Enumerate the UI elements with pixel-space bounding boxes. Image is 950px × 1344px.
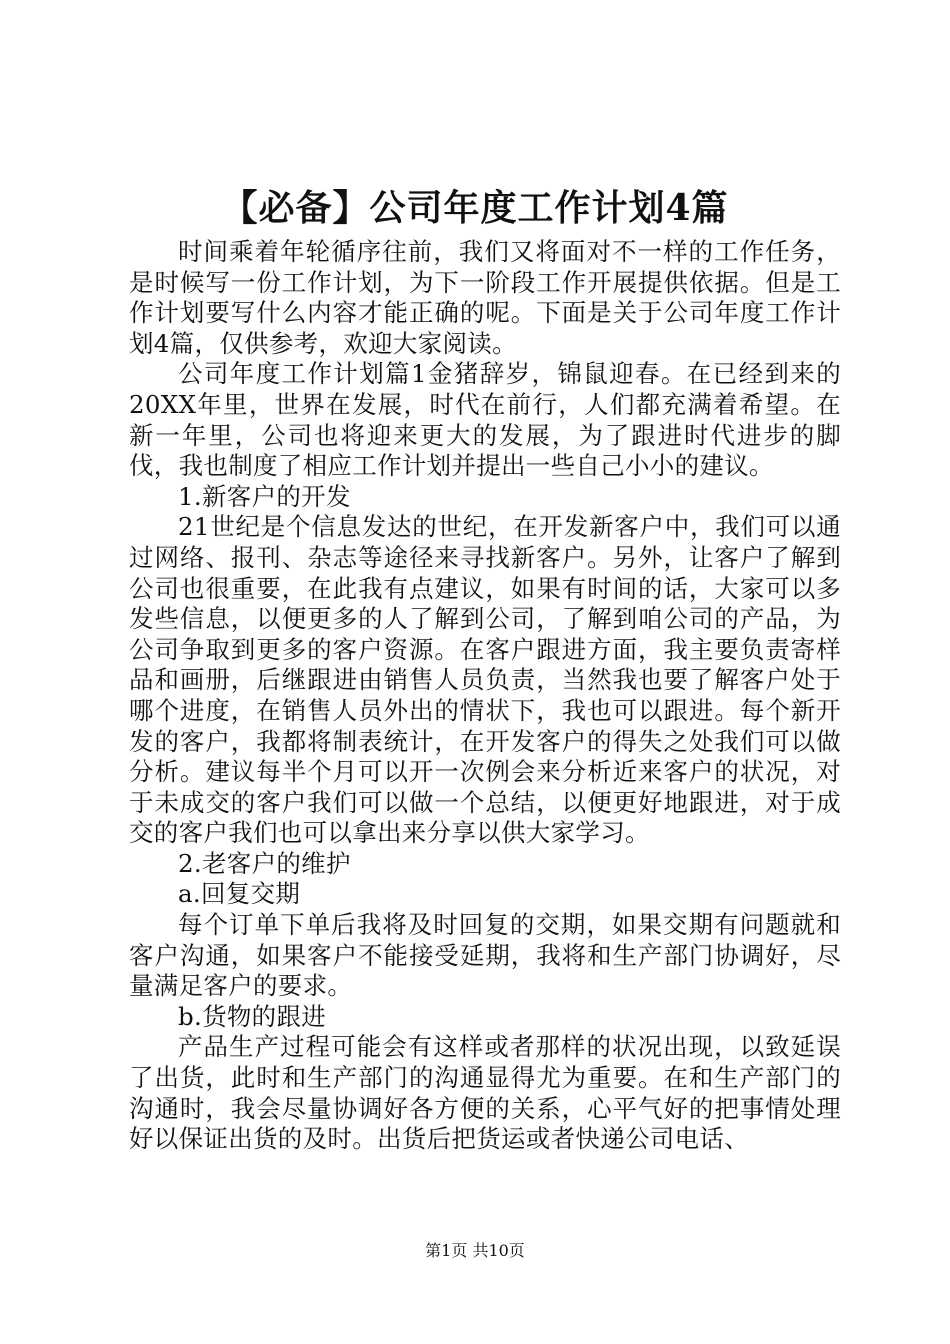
- document-title: 【必备】公司年度工作计划4篇: [221, 187, 729, 229]
- paragraph-goods-followup: 产品生产过程可能会有这样或者那样的状况出现，以致延误了出货，此时和生产部门的沟通显得尤为重要。在和生产部门的沟通时，我会尽量协调好各方便的关系，心平气好的把事情处理好以保证出货的及时。出货后把货运或者快递公司电话、: [129, 1032, 841, 1154]
- document-body: [129, 237, 841, 1155]
- paragraph-plan-1: 公司年度工作计划篇1金猪辞岁，锦鼠迎春。在已经到来的20XX年里，世界在发展，时代在前行，人们都充满着希望。在新一年里，公司也将迎来更大的发展，为了跟进时代进步的脚伐，我也制度了相应工作计划并提出一些自己小小的建议。: [129, 359, 841, 481]
- paragraph-intro: 时间乘着年轮循序往前，我们又将面对不一样的工作任务，是时候写一份工作计划，为下一阶段工作开展提供依据。但是工作计划要写什么内容才能正确的呢。下面是关于公司年度工作计划4篇，仅供参考，欢迎大家阅读。: [129, 237, 841, 358]
- subheading-goods-followup: b.货物的跟进: [178, 1001, 327, 1031]
- subheading-delivery-reply: a.回复交期: [178, 879, 301, 909]
- page-number: 第1页 共10页: [425, 1241, 525, 1260]
- heading-old-clients: 2.老客户的维护: [178, 848, 351, 878]
- heading-new-clients: 1.新客户的开发: [178, 481, 351, 511]
- paragraph-new-clients: 21世纪是个信息发达的世纪，在开发新客户中，我们可以通过网络、报刊、杂志等途径来寻找新客户。另外，让客户了解到公司也很重要，在此我有点建议，如果有时间的话，大家可以多发些信息，以便更多的人了解到公司，了解到咱公司的产品，为公司争取到更多的客户资源。在客户跟进方面，我主要负责寄样品和画册，后继跟进由销售人员负责，当然我也要了解客户处于哪个进度，在销售人员外出的情状下，我也可以跟进。每个新开发的客户，我都将制表统计，在开发客户的得失之处我们可以做分析。建议每半个月可以开一次例会来分析近来客户的状况，对于未成交的客户我们可以做一个总结，以便更好地跟进，对于成交的客户我们也可以拿出来分享以供大家学习。: [129, 512, 841, 848]
- paragraph-delivery-reply: 每个订单下单后我将及时回复的交期，如果交期有问题就和客户沟通，如果客户不能接受延期，我将和生产部门协调好，尽量满足客户的要求。: [129, 910, 841, 1001]
